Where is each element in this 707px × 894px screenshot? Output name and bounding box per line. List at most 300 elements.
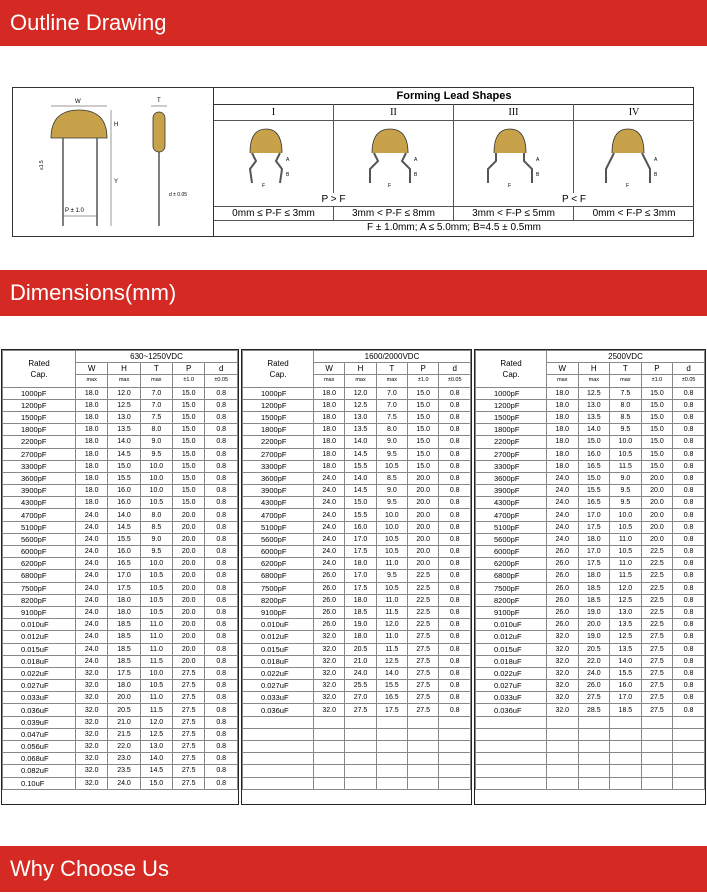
dimension-cell: 13.0 (610, 606, 642, 618)
column-header-w: W (76, 363, 108, 375)
tolerance-cell: max (108, 375, 140, 387)
dimension-cell: 0.8 (439, 655, 471, 667)
dimension-cell: 7.0 (140, 387, 172, 399)
table-row (476, 387, 705, 399)
dimension-cell: 0.8 (439, 558, 471, 570)
header-row (243, 351, 471, 363)
dimension-cell: 0.8 (439, 606, 471, 618)
tolerance-cell: max (376, 375, 407, 387)
dimension-cell: 18.0 (314, 399, 345, 411)
table-row (243, 704, 471, 716)
table-row (243, 558, 471, 570)
outline-drawing-banner (0, 0, 707, 46)
dimension-cell: 23.5 (108, 765, 140, 777)
dimension-cell: 20.0 (408, 497, 439, 509)
dimension-cell: 10.5 (610, 546, 642, 558)
dimension-cell: 0.8 (439, 472, 471, 484)
dimension-cell: 20.0 (173, 619, 205, 631)
dimension-cell: 15.0 (173, 448, 205, 460)
dimension-cell: 0.8 (205, 533, 238, 545)
dimension-cell: 18.0 (547, 460, 579, 472)
shape-roman: IV (574, 104, 694, 121)
table-row (476, 728, 705, 740)
dimension-cell: 0.8 (439, 399, 471, 411)
dimension-cell: 32.0 (76, 777, 108, 789)
dimension-cell: 0.8 (205, 680, 238, 692)
dimension-cell: 18.5 (108, 643, 140, 655)
capacitance-cell: 0.039uF (3, 716, 76, 728)
capacitance-cell: 1500pF (243, 411, 314, 423)
dimension-cell: 0.8 (439, 546, 471, 558)
dimension-cell: 10.0 (140, 485, 172, 497)
dimension-cell: 0.8 (673, 619, 705, 631)
capacitance-cell: 0.015uF (243, 643, 314, 655)
table-row (476, 399, 705, 411)
dimension-cell: 18.0 (76, 460, 108, 472)
dimension-cell: 0.8 (439, 521, 471, 533)
shape-roman: II (334, 104, 454, 121)
dimension-cell: 16.0 (108, 485, 140, 497)
dimension-cell: 7.0 (376, 399, 407, 411)
dimension-cell: 18.0 (547, 448, 579, 460)
table-row (476, 704, 705, 716)
dimension-cell (314, 741, 345, 753)
capacitance-cell (243, 753, 314, 765)
dimension-cell: 13.5 (345, 424, 376, 436)
dimension-cell: 15.0 (578, 472, 610, 484)
dimension-cell: 22.5 (408, 594, 439, 606)
dimension-cell: 18.5 (108, 619, 140, 631)
dimension-cell: 10.5 (140, 582, 172, 594)
table-row (3, 680, 238, 692)
tolerance-cell: max (76, 375, 108, 387)
dimension-cell: 22.5 (641, 546, 673, 558)
dimension-cell: 9.0 (140, 533, 172, 545)
dimension-cell: 14.5 (140, 765, 172, 777)
dimension-cell: 19.0 (578, 631, 610, 643)
dimension-cell: 18.0 (108, 606, 140, 618)
dimension-cell: 24.0 (345, 667, 376, 679)
dimension-cell (408, 728, 439, 740)
dimension-cell: 20.0 (173, 631, 205, 643)
table-row (243, 692, 471, 704)
dimension-cell: 14.5 (108, 521, 140, 533)
dimension-cell: 0.8 (673, 448, 705, 460)
dimension-cell: 24.0 (314, 521, 345, 533)
dimension-cell: 22.5 (641, 558, 673, 570)
dimension-cell: 0.8 (205, 387, 238, 399)
why-choose-us-banner (0, 846, 707, 892)
capacitance-cell: 1800pF (476, 424, 547, 436)
dimension-cell: 20.0 (173, 655, 205, 667)
dimension-cell: 24.0 (314, 509, 345, 521)
dimension-cell: 10.0 (376, 509, 407, 521)
dimension-cell: 24.0 (76, 606, 108, 618)
dimension-cell: 22.5 (408, 619, 439, 631)
dimension-cell: 27.0 (345, 692, 376, 704)
dimension-cell: 20.0 (173, 594, 205, 606)
dimension-cell: 32.0 (547, 692, 579, 704)
dimension-cell: 7.0 (376, 387, 407, 399)
capacitance-cell: 3300pF (243, 460, 314, 472)
dimension-cell: 22.0 (578, 655, 610, 667)
dimension-cell: 0.8 (439, 582, 471, 594)
dimension-cell: 22.0 (108, 741, 140, 753)
dimension-cell: 14.0 (140, 753, 172, 765)
table-row (3, 399, 238, 411)
dimension-cell: 32.0 (76, 753, 108, 765)
tolerance-cell: ±0.05 (439, 375, 471, 387)
table-row (243, 387, 471, 399)
dimension-cell: 0.8 (205, 436, 238, 448)
dimension-cell: 26.0 (547, 546, 579, 558)
f-dim: F (626, 183, 630, 189)
capacitance-cell: 6200pF (3, 558, 76, 570)
table-row (3, 485, 238, 497)
dimension-cell: 17.0 (345, 533, 376, 545)
dimension-cell (610, 728, 642, 740)
table-row (3, 448, 238, 460)
dimension-cell: 10.0 (140, 558, 172, 570)
dimension-cell: 24.0 (547, 497, 579, 509)
table-row (476, 606, 705, 618)
dimension-cell: 0.8 (205, 582, 238, 594)
dimension-cell: 0.8 (439, 424, 471, 436)
dimension-cell: 0.8 (205, 741, 238, 753)
capacitance-cell: 1500pF (3, 411, 76, 423)
dimension-cell: 0.8 (205, 558, 238, 570)
dimension-cell: 32.0 (76, 680, 108, 692)
dimension-cell: 32.0 (76, 692, 108, 704)
rated-cap-header (3, 351, 76, 388)
capacitance-cell: 6200pF (243, 558, 314, 570)
dimension-cell: 9.5 (140, 546, 172, 558)
capacitance-cell: 0.047uF (3, 728, 76, 740)
dimension-cell: 0.8 (439, 704, 471, 716)
dimension-cell: 0.8 (205, 497, 238, 509)
dimension-cell: 18.0 (108, 680, 140, 692)
column-header-p: P (173, 363, 205, 375)
dimension-table (242, 350, 471, 790)
dimension-cell (547, 728, 579, 740)
capacitance-cell: 6800pF (476, 570, 547, 582)
table-row (3, 533, 238, 545)
dimension-cell: 0.8 (673, 704, 705, 716)
dimension-cell: 22.5 (408, 570, 439, 582)
dimension-cell: 15.0 (408, 411, 439, 423)
capacitance-cell: 6800pF (3, 570, 76, 582)
dimension-cell (345, 741, 376, 753)
table-row (3, 777, 238, 789)
dimension-cell: 15.0 (108, 460, 140, 472)
table-row (243, 680, 471, 692)
dimension-cell: 20.0 (173, 582, 205, 594)
table-row (243, 631, 471, 643)
dimension-cell: 15.5 (376, 680, 407, 692)
tolerance-cell: max (140, 375, 172, 387)
range-1: 0mm ≤ P-F ≤ 3mm (214, 207, 334, 221)
tolerance-cell: ±0.05 (205, 375, 238, 387)
dimension-cell: 15.0 (173, 497, 205, 509)
dimension-cell: 15.0 (173, 460, 205, 472)
voltage-header: 1600/2000VDC (314, 351, 471, 363)
dimension-cell: 0.8 (205, 570, 238, 582)
dimension-cell: 18.0 (76, 399, 108, 411)
dimension-cell: 11.5 (376, 606, 407, 618)
dimension-cell: 20.0 (173, 509, 205, 521)
dimension-cell: 20.0 (173, 521, 205, 533)
dimension-cell: 12.5 (345, 399, 376, 411)
dimension-cell: 23.0 (108, 753, 140, 765)
range-2: 3mm < P-F ≤ 8mm (334, 207, 454, 221)
table-row (3, 619, 238, 631)
tolerance-cell: max (610, 375, 642, 387)
dimension-cell: 26.0 (314, 594, 345, 606)
dimension-cell: 15.5 (108, 533, 140, 545)
dimension-cell: 27.5 (173, 728, 205, 740)
dimension-cell: 24.0 (578, 667, 610, 679)
d-label: d ± 0.05 (169, 192, 188, 198)
table-row (476, 546, 705, 558)
table-row (243, 765, 471, 777)
capacitance-cell: 6000pF (243, 546, 314, 558)
dimension-cell: 14.5 (108, 448, 140, 460)
capacitance-cell: 0.027uF (243, 680, 314, 692)
dimension-cell: 0.8 (205, 606, 238, 618)
dimension-cell: 0.8 (673, 497, 705, 509)
dimension-cell: 8.0 (610, 399, 642, 411)
dimension-cell: 0.8 (673, 558, 705, 570)
dimension-cell (673, 728, 705, 740)
dimension-cell: 0.8 (205, 485, 238, 497)
dimension-cell: 17.0 (578, 546, 610, 558)
dimension-cell: 20.0 (408, 521, 439, 533)
dimension-cell: 14.0 (108, 509, 140, 521)
dimension-cell: 0.8 (439, 643, 471, 655)
dimension-cell: 15.0 (578, 436, 610, 448)
dimension-cell (547, 716, 579, 728)
dimension-cell (673, 777, 705, 789)
dimension-cell (376, 716, 407, 728)
capacitance-cell: 6000pF (3, 546, 76, 558)
dimension-cell: 32.0 (314, 643, 345, 655)
dimension-cell (610, 777, 642, 789)
t-label: T (157, 98, 161, 104)
dimension-cell: 32.0 (314, 667, 345, 679)
dimension-cell: 22.5 (641, 594, 673, 606)
dimension-cell: 26.0 (547, 594, 579, 606)
capacitance-cell: 0.012uF (476, 631, 547, 643)
dimension-cell: 8.5 (140, 521, 172, 533)
dimension-cell: 0.8 (205, 728, 238, 740)
dimension-cell: 22.5 (641, 606, 673, 618)
capacitance-cell: 9100pF (243, 606, 314, 618)
dimension-cell: 24.0 (547, 533, 579, 545)
dimension-cell: 24.0 (314, 472, 345, 484)
table-row (476, 509, 705, 521)
dimension-cell: 20.0 (578, 619, 610, 631)
dimension-cell: 0.8 (439, 460, 471, 472)
capacitance-cell: 2200pF (3, 436, 76, 448)
dimension-cell: 0.8 (673, 655, 705, 667)
dimension-cell: 18.0 (314, 448, 345, 460)
dimension-cell: 10.5 (140, 594, 172, 606)
capacitance-cell (476, 753, 547, 765)
dimension-cell: 20.0 (408, 558, 439, 570)
dimension-cell: 15.5 (345, 509, 376, 521)
dimension-cell: 16.5 (108, 558, 140, 570)
dimension-cell (610, 765, 642, 777)
dimension-table-630-1250vdc (1, 349, 239, 805)
dimension-cell: 0.8 (205, 546, 238, 558)
tolerance-cell: max (345, 375, 376, 387)
dimension-cell: 27.5 (173, 692, 205, 704)
dimension-cell: 7.5 (376, 411, 407, 423)
dimension-cell: 32.0 (547, 667, 579, 679)
dimension-cell: 9.5 (610, 497, 642, 509)
table-row (243, 728, 471, 740)
dimension-cell: 0.8 (205, 753, 238, 765)
dimension-cell: 15.0 (173, 387, 205, 399)
dimension-cell: 0.8 (439, 411, 471, 423)
table-row (476, 680, 705, 692)
dimension-cell: 20.0 (173, 606, 205, 618)
dimension-cell: 20.0 (408, 533, 439, 545)
capacitance-cell: 1800pF (3, 424, 76, 436)
dimension-cell: 0.8 (205, 716, 238, 728)
dimension-cell: 24.0 (314, 558, 345, 570)
table-row (3, 387, 238, 399)
dimension-cell: 15.0 (173, 472, 205, 484)
dimension-cell: 26.0 (314, 619, 345, 631)
capacitance-cell: 0.036uF (243, 704, 314, 716)
dimension-cell: 11.0 (140, 643, 172, 655)
capacitance-cell: 5100pF (476, 521, 547, 533)
dimension-cell: 0.8 (439, 570, 471, 582)
dimension-cell: 16.5 (578, 497, 610, 509)
dimension-cell: 0.8 (673, 680, 705, 692)
dimension-cell: 21.0 (345, 655, 376, 667)
dimension-cell: 16.5 (376, 692, 407, 704)
dimension-cell (345, 765, 376, 777)
column-header-t: T (610, 363, 642, 375)
table-row (3, 582, 238, 594)
dimension-cell (314, 716, 345, 728)
capacitance-cell: 3300pF (3, 460, 76, 472)
dimension-cell: 18.0 (345, 594, 376, 606)
capacitance-cell: 4700pF (476, 509, 547, 521)
table-row (476, 667, 705, 679)
dimension-cell: 27.5 (173, 667, 205, 679)
dimension-cell: 27.5 (408, 667, 439, 679)
table-row (3, 631, 238, 643)
column-header-p: P (641, 363, 673, 375)
dimension-cell: 32.0 (314, 680, 345, 692)
capacitance-cell (476, 765, 547, 777)
table-row (476, 777, 705, 789)
dimension-cell (345, 716, 376, 728)
table-row (476, 753, 705, 765)
dimension-cell: 15.0 (641, 411, 673, 423)
dimension-cell: 27.5 (408, 655, 439, 667)
f-dim: F (388, 183, 392, 189)
dimension-cell: 24.0 (314, 533, 345, 545)
dimension-cell: 27.5 (408, 704, 439, 716)
dimension-cell (673, 741, 705, 753)
capacitance-cell: 0.10uF (3, 777, 76, 789)
dimension-cell: 27.5 (173, 704, 205, 716)
table-row (3, 765, 238, 777)
dimension-cell: 17.5 (108, 582, 140, 594)
table-row (476, 643, 705, 655)
dimension-cell: 24.0 (108, 777, 140, 789)
dimension-cell: 20.0 (173, 558, 205, 570)
dimension-cell: 17.0 (345, 570, 376, 582)
capacitance-cell (476, 741, 547, 753)
a-dim: A (414, 157, 418, 163)
capacitance-cell (243, 741, 314, 753)
capacitance-cell: 1200pF (3, 399, 76, 411)
capacitance-cell: 0.022uF (3, 667, 76, 679)
dimension-cell: 26.0 (578, 680, 610, 692)
dimension-cell: 24.0 (76, 570, 108, 582)
dimension-table (475, 350, 705, 790)
dimension-cell: 10.5 (140, 680, 172, 692)
capacitance-cell (243, 777, 314, 789)
table-row (3, 424, 238, 436)
dimension-cell: 10.5 (140, 606, 172, 618)
dimension-cell: 13.5 (610, 643, 642, 655)
dimension-cell: 32.0 (314, 655, 345, 667)
dimension-cell: 24.0 (547, 521, 579, 533)
capacitance-cell: 1800pF (243, 424, 314, 436)
table-row (3, 558, 238, 570)
dimension-cell: 24.0 (76, 509, 108, 521)
y-label: Y (114, 179, 119, 185)
table-row (476, 497, 705, 509)
tolerance-cell: ±1.0 (408, 375, 439, 387)
capacitance-cell: 7500pF (243, 582, 314, 594)
dimension-cell: 32.0 (547, 631, 579, 643)
capacitance-cell: 1000pF (3, 387, 76, 399)
dimension-cell: 18.5 (345, 606, 376, 618)
dimension-cell: 27.5 (408, 692, 439, 704)
capacitance-cell: 1500pF (476, 411, 547, 423)
capacitance-cell: 5600pF (243, 533, 314, 545)
capacitance-cell: 8200pF (476, 594, 547, 606)
dimension-cell: 0.8 (673, 485, 705, 497)
dimension-cell: 18.0 (547, 387, 579, 399)
voltage-header: 2500VDC (547, 351, 705, 363)
dimension-cell: 12.5 (376, 655, 407, 667)
dimension-cell: 17.5 (376, 704, 407, 716)
dimension-cell: 15.0 (641, 436, 673, 448)
dimension-cell: 18.5 (108, 655, 140, 667)
dimension-cell: 10.5 (376, 533, 407, 545)
dimension-cell: 32.0 (547, 704, 579, 716)
dimension-cell: 27.5 (345, 704, 376, 716)
dimension-cell: 18.0 (547, 411, 579, 423)
table-row (476, 594, 705, 606)
condition-p-lt-f: P < F (454, 193, 694, 207)
dimension-cell: 20.0 (173, 570, 205, 582)
dimension-cell: 14.0 (578, 424, 610, 436)
table-row (3, 594, 238, 606)
table-row (3, 753, 238, 765)
b-dim: B (654, 172, 658, 178)
table-row (476, 448, 705, 460)
dimension-cell: 0.8 (205, 619, 238, 631)
